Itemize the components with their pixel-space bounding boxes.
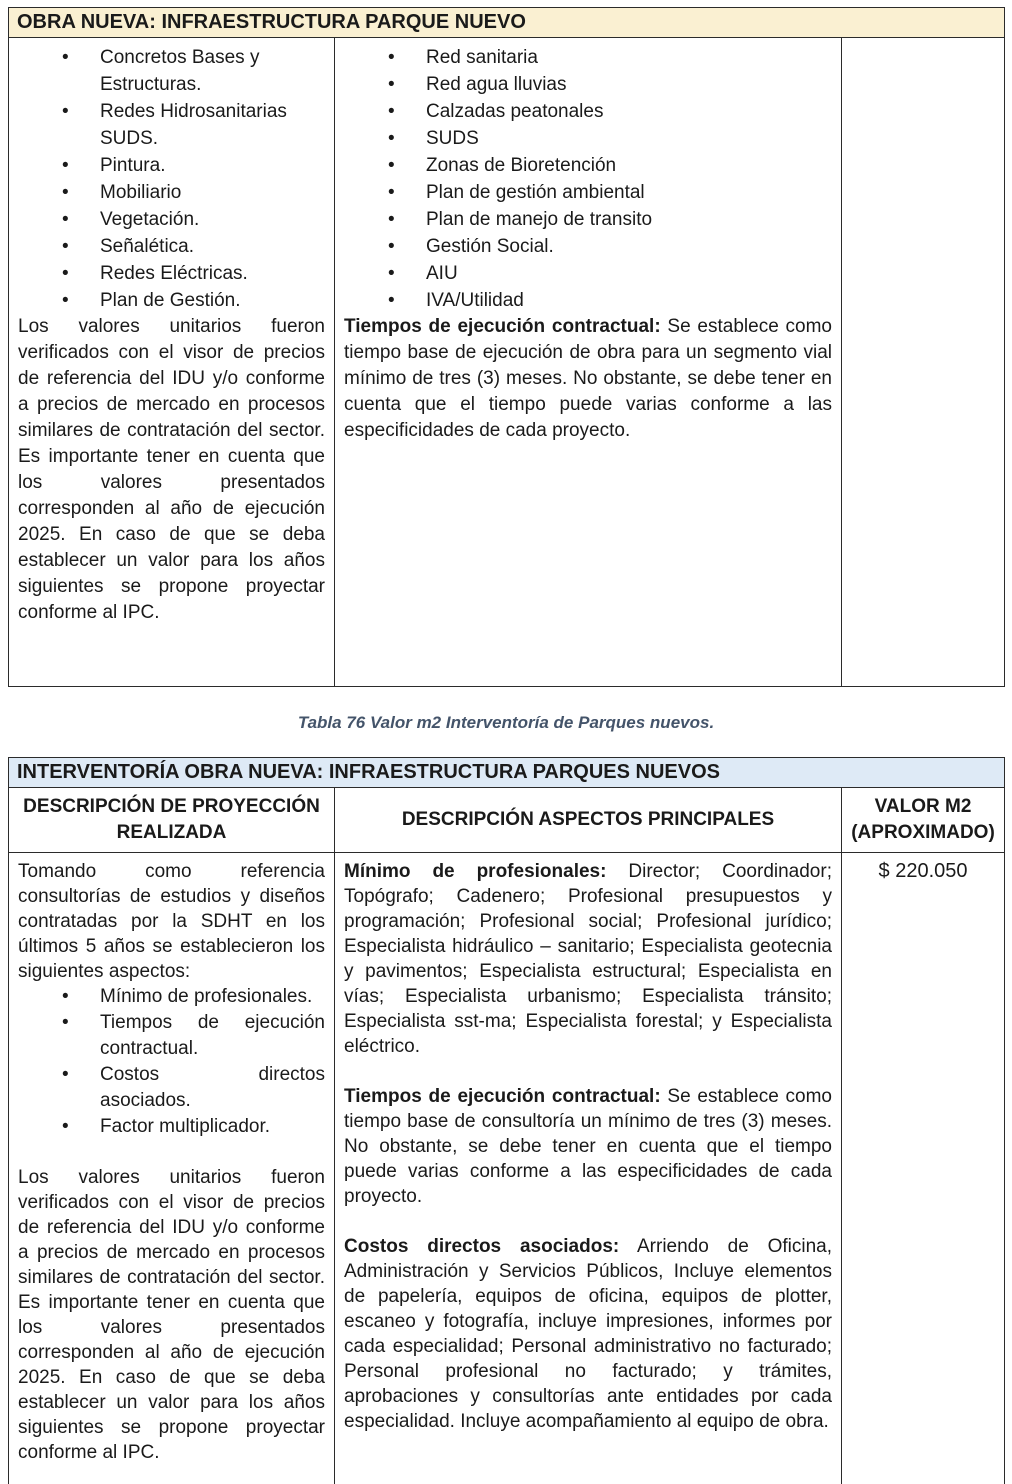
table2-col1-bullet-list xyxy=(18,984,325,1140)
table1-col2-paragraph xyxy=(344,314,832,444)
paragraph-costos-directos xyxy=(344,1234,832,1434)
bullet-item: • Concretos Bases y Estructuras. xyxy=(18,44,325,98)
bullet-item: • Plan de manejo de transito xyxy=(344,206,832,233)
valor-m2-value: $ 220.050 xyxy=(878,860,968,882)
table2-col2-cell xyxy=(335,853,842,1484)
bullet-item: • Pintura. xyxy=(18,152,325,179)
table1-col2-bullet-list xyxy=(344,44,832,314)
bullet-item: • Mínimo de profesionales. xyxy=(18,984,325,1010)
table2-header-descripcion-proyeccion: DESCRIPCIÓN DE PROYECCIÓN REALIZADA xyxy=(9,788,335,853)
table2-column-header-row xyxy=(9,788,1005,853)
bullet-item: • Redes Eléctricas. xyxy=(18,260,325,287)
bullet-item: • Red agua lluvias xyxy=(344,71,832,98)
table1-col1-bullet-list xyxy=(18,44,325,314)
paragraph-lead: Mínimo de profesionales: xyxy=(344,861,607,882)
table2-header-valor-m2: VALOR M2 (APROXIMADO) xyxy=(842,788,1005,853)
bullet-item: • AIU xyxy=(344,260,832,287)
bullet-item: • Plan de gestión ambiental xyxy=(344,179,832,206)
paragraph-lead: Tiempos de ejecución contractual: xyxy=(344,1086,661,1107)
table2-title-row xyxy=(9,758,1005,788)
table2-title: INTERVENTORÍA OBRA NUEVA: INFRAESTRUCTURA PARQUES NUEVOS xyxy=(9,758,1005,788)
table1-title-row xyxy=(9,8,1005,38)
paragraph-lead: Costos directos asociados: xyxy=(344,1236,620,1257)
table1-col3-cell-empty xyxy=(842,38,1005,687)
bullet-item: • Zonas de Bioretención xyxy=(344,152,832,179)
paragraph-text: Se establece como tiempo base de consultoría un mínimo de tres (3) meses. No obstante, se debe tener en cuenta que el tiempo puede varias conforme a las especificidades de cada proyecto. xyxy=(344,1086,832,1207)
table1-col2-cell xyxy=(335,38,842,687)
bullet-item: • Redes Hidrosanitarias SUDS. xyxy=(18,98,325,152)
bullet-item: • Calzadas peatonales xyxy=(344,98,832,125)
bullet-item: • SUDS xyxy=(344,125,832,152)
table1-title: OBRA NUEVA: INFRAESTRUCTURA PARQUE NUEVO xyxy=(9,8,1005,38)
table2-header-aspectos-principales: DESCRIPCIÓN ASPECTOS PRINCIPALES xyxy=(335,788,842,853)
table-obra-nueva xyxy=(8,7,1005,687)
table1-col1-paragraph: Los valores unitarios fueron verificados con el visor de precios de referencia del IDU y/o conforme a precios de mercado en procesos similares de contratación del sector. Es importante tener en cuenta que los valores presentados corresponden al año de ejecución 2025. En caso de que se deba establecer un valor para los años siguientes se propone proyectar conforme al IPC. xyxy=(18,316,325,623)
bullet-item: • Señalética. xyxy=(18,233,325,260)
bullet-item: • Gestión Social. xyxy=(344,233,832,260)
table-caption: Tabla 76 Valor m2 Interventoría de Parques nuevos. xyxy=(297,713,715,732)
table1-body-row xyxy=(9,38,1005,687)
table-interventoria xyxy=(8,757,1005,1484)
bullet-item: • Tiempos de ejecución contractual. xyxy=(18,1010,325,1062)
bullet-item: • Vegetación. xyxy=(18,206,325,233)
bullet-item: • Plan de Gestión. xyxy=(18,287,325,314)
paragraph-text: Director; Coordinador; Topógrafo; Cadenero; Profesional presupuestos y programación; Profesional social; Profesional jurídico; Especialista hidráulico – sanitario; Especialista geotecnia y pavimentos; Especialista estructural; Especialista en vías; Especialista urbanismo; Especialista tránsito; Especialista sst-ma; Especialista forestal; y Especialista eléctrico. xyxy=(344,861,832,1057)
table2-col1-intro: Tomando como referencia consultorías de estudios y diseños contratadas por la SDHT en los últimos 5 años se establecieron los siguientes aspectos: xyxy=(18,861,325,982)
bullet-item: • Red sanitaria xyxy=(344,44,832,71)
bullet-item: • Factor multiplicador. xyxy=(18,1114,325,1140)
bullet-item: • Costos directos asociados. xyxy=(18,1062,325,1114)
table1-col1-cell xyxy=(9,38,335,687)
table2-valor-m2-cell xyxy=(842,853,1005,1484)
paragraph-tiempos-ejecucion xyxy=(344,1084,832,1209)
table2-col1-paragraph: Los valores unitarios fueron verificados con el visor de precios de referencia del IDU y/o conforme a precios de mercado en procesos similares de contratación del sector. Es importante tener en cuenta que los valores presentados corresponden al año de ejecución 2025. En caso de que se deba establecer un valor para los años siguientes se propone proyectar conforme al IPC. xyxy=(18,1167,325,1463)
paragraph-lead: Tiempos de ejecución contractual: xyxy=(344,316,661,337)
bullet-item: • IVA/Utilidad xyxy=(344,287,832,314)
table2-col1-cell xyxy=(9,853,335,1484)
paragraph-text: Arriendo de Oficina, Administración y Servicios Públicos, Incluye elementos de papelería, equipos de oficina, equipos de plotter, escaneo y fotografía, incluye impresiones, informes por cada especialidad; Personal administrativo no facturado; Personal profesional no facturado; y trámites, aprobaciones y consultorías ante entidades por cada especialidad. Incluye acompañamiento al equipo de obra. xyxy=(344,1236,833,1432)
table2-body-row xyxy=(9,853,1005,1484)
bullet-item: • Mobiliario xyxy=(18,179,325,206)
paragraph-text: Se establece como tiempo base de ejecución de obra para un segmento vial mínimo de tres (3) meses. No obstante, se debe tener en cuenta que el tiempo puede varias conforme a las especificidades de cada proyecto. xyxy=(344,316,832,441)
paragraph-minimo-profesionales xyxy=(344,859,832,1059)
